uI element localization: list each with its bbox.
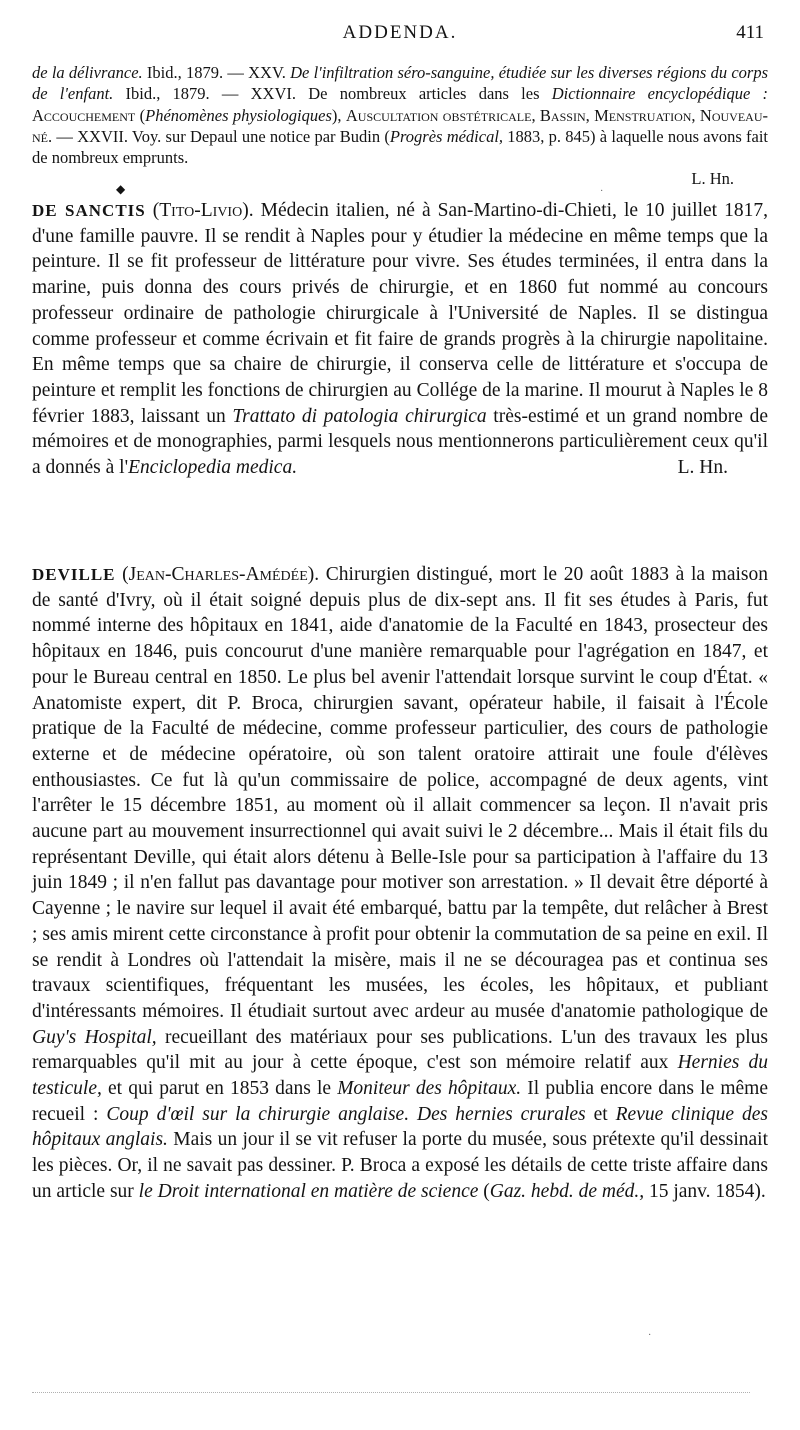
body-text: ( <box>135 105 146 125</box>
body-text: et qui parut en 1853 dans le <box>101 1078 338 1100</box>
body-text: recueillant des matériaux pour ses publications. L'un des travaux les plus remarquables qu'il mit au jour à cette époque, c'est son mémoire relatif aux <box>32 1026 768 1074</box>
ornament-mark: ◆ <box>116 182 126 196</box>
entry-de-sanctis <box>32 198 768 481</box>
body-text: — XXVII. Voy. sur Depaul une notice par Budin ( <box>52 126 390 146</box>
body-text: et <box>585 1103 616 1125</box>
italic-text: Hernies du testicule, <box>32 1052 768 1100</box>
page-number: 411 <box>736 22 764 43</box>
body-text: ( <box>478 1180 490 1202</box>
body-text: Il publia encore dans le même recueil : <box>32 1078 768 1125</box>
body-text: 15 janv. 1854). <box>644 1180 766 1202</box>
stray-dot: · <box>600 186 604 197</box>
italic-text: Progrès médical, <box>389 126 504 146</box>
italic-text: Revue clinique des hôpitaux anglais. <box>32 1103 768 1151</box>
author-signature: L. Hn. <box>691 169 734 189</box>
body-text: Ibid., 1879. — XXVI. De nombreux articles dans les <box>113 84 552 104</box>
body-text: ). Médecin italien, né à San-Martino-di-Chieti, le 10 juillet 1817, d'une famille pauvre. Il se rendit à Naples pour y étudier la médecine en même temps que la peinture. Il se fit professeur de littérature pour vivre. Ses études terminées, il entra dans la marine, puis donna des cours privés de chirurgie, et en 1860 fut nommé au concours professeur ordinaire de pathologie chirurgicale à l'Université de Naples. Il se distingua comme professeur et comme écrivain et fit faire de grands progrès à la chirurgie napolitaine. En même temps que sa chaire de chirurgie, il conserva celle de littérature et s'occupa de peinture et remplit les fonctions de chirurgien au Collége de la marine. Il mourut à Naples le 8 février 1883, laissant un <box>32 200 768 427</box>
italic-text: Dictionnaire encyclopédique : <box>551 84 768 104</box>
italic-text: Enciclopedia medica. <box>128 457 298 479</box>
stray-dot: · <box>648 1330 652 1341</box>
entry-text <box>32 562 768 1205</box>
italic-text: Coup d'œil sur la chirurgie anglaise. Des hernies crurales <box>106 1103 586 1125</box>
entry-text <box>32 62 768 168</box>
italic-text: Guy's Hospital, <box>32 1026 157 1048</box>
italic-text: Phénomènes physiologiques <box>145 105 332 125</box>
body-text: 1883, p. 845) à laquelle nous avons fait de nombreux emprunts. <box>32 126 768 168</box>
smallcaps-text: Tito-Livio <box>159 200 243 221</box>
smallcaps-text: Jean-Charles-Amédée <box>128 564 308 585</box>
body-text: Ibid., 1879. — XXV. <box>142 63 291 82</box>
italic-text: de la délivrance. <box>32 63 143 82</box>
entry-headword: DE SANCTIS <box>32 201 146 220</box>
body-text: Mais un jour il se vit refuser la porte du musée, sous prétexte qu'il dessinait les pièces. Or, il ne savait pas dessiner. P. Broca a exposé les détails de cette triste affaire dans un article sur <box>32 1129 768 1202</box>
body-text: ( <box>145 200 160 221</box>
italic-text: le Droit international en matière de science <box>138 1180 479 1202</box>
entry-headword: DEVILLE <box>32 565 116 584</box>
italic-text: Moniteur des hôpitaux. <box>337 1078 522 1100</box>
entry-deville <box>32 562 768 1205</box>
running-title: ADDENDA. <box>342 22 458 43</box>
smallcaps-text: Accouchement <box>32 105 136 125</box>
italic-text: Trattato di patologia chirurgica <box>232 405 487 427</box>
italic-text: De l'infiltration séro-sanguine, étudiée sur les diverses régions du corps de l'enfant. <box>32 63 768 104</box>
body-text: très-estimé et un grand nombre de mémoires et de monographies, parmi lesquels nous mentionnerons particulièrement ceux qu'il a donnés à l' <box>32 405 768 479</box>
running-header <box>36 22 764 52</box>
footer-rule <box>32 1392 750 1393</box>
author-signature: L. Hn. <box>677 457 728 479</box>
entry-text <box>32 198 768 481</box>
body-text: ). Chirurgien distingué, mort le 20 août 1883 à la maison de santé d'Ivry, où il était soigné depuis plus de dix-sept ans. Il fit ses études à Paris, fut nommé interne des hôpitaux en 1841, aide d'anatomie de la Faculté en 1843, prosecteur des hôpitaux en 1846, puis concourut d'une manière remarquable pour l'agrégation en 1847, et pour le Bureau central en 1850. Le plus bel avenir l'attendait lorsque survint le coup d'État. « Anatomiste expert, dit P. Broca, chirurgien savant, opérateur habile, il faisait à l'École pratique de la Faculté de médecine, comme professeur particulier, des cours de pathologie externe et de médecine opératoire, où son talent oratoire attirait une foule d'élèves enthousiastes. Ce fut là qu'un commissaire de police, accompagné de deux agents, vint l'arrêter le 15 décembre 1851, au moment où il allait commencer sa leçon. Il n'avait pris aucune part au mouvement insurrectionnel qui avait suivi le 2 décembre... Mais il était fils du représentant Deville, qui était alors détenu à Belle-Isle pour sa participation à l'affaire du 13 juin 1849 ; il n'en fallut pas davantage pour motiver son arrestation. » Il devait être déporté à Cayenne ; le navire sur lequel il avait été embarqué, battu par la tempête, dut relâcher à Brest ; ses amis mirent cette circonstance à profit pour obtenir la commutation de sa peine en exil. Il se rendit à Londres où l'attendait la misère, mais il ne se découragea pas et continua ses travaux scientifiques, fréquentant les musées, les écoles, les hôpitaux, et publiant d'intéressants mémoires. Il étudiait surtout avec ardeur au musée d'anatomie pathologique de <box>32 564 769 1022</box>
entry-depaul-continuation <box>32 62 768 190</box>
italic-text: Gaz. hebd. de méd., <box>489 1180 645 1202</box>
body-text: ( <box>115 564 129 585</box>
smallcaps-text: Auscultation obstétricale, Bassin, Menstruation, Nouveau-né. <box>32 105 768 146</box>
body-text: ), <box>331 105 346 125</box>
